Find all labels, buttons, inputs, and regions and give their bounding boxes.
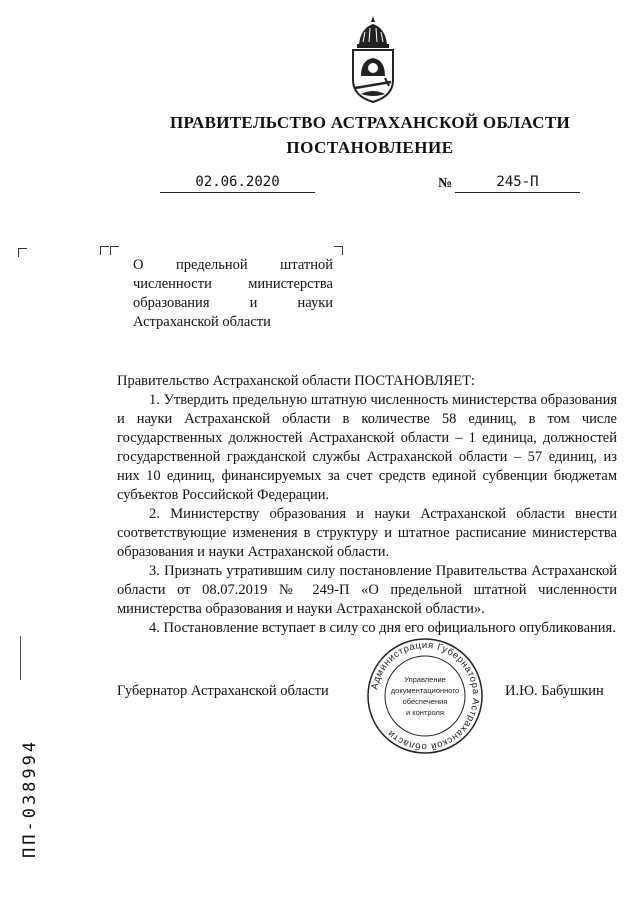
stamp-line-1: Управление [404, 675, 446, 684]
stamp-ring-text: Администрация Губернатора Астраханской области [369, 639, 482, 753]
subject-bracket-right [334, 246, 343, 255]
body-paragraph-2: 2. Министерству образования и науки Астраханской области внести соответствующие изменения в структуру и штатное расписание министерства образования и науки Астраханской области. [117, 506, 617, 560]
body-paragraph-4: 4. Постановление вступает в силу со дня его официального опубликования. [149, 620, 616, 636]
body-intro: Правительство Астраханской области ПОСТАНОВЛЯЕТ: [117, 373, 475, 389]
body-paragraph-3: 3. Признать утратившим силу постановление Правительства Астраханской области от 08.07.2019 № 249-П «О предельной штатной численности министерства образования и науки Астраханской области». [117, 563, 617, 617]
document-subject: О предельной штатной численности министерства образования и науки Астраханской области [133, 257, 333, 330]
subject-bracket-left-outer [100, 246, 109, 255]
coat-of-arms-emblem [345, 14, 401, 104]
document-body [117, 372, 617, 638]
body-paragraph-1: 1. Утвердить предельную штатную численность министерства образования и науки Астраханской области в количестве 58 единиц, в том числе государственных должностей Астраханской области – 1 единица, должностей государственной гражданской службы Астраханской области – 57 единиц, из них 10 единиц, финансируемых за счет средств единой субвенции бюджетам субъектов Российской Федерации. [117, 392, 617, 503]
margin-line [20, 636, 21, 680]
official-stamp [365, 636, 485, 756]
signatory-name: И.Ю. Бабушкин [505, 683, 604, 699]
margin-corner-mark [18, 248, 27, 257]
number-sign: № [438, 176, 453, 191]
government-title: ПРАВИТЕЛЬСТВО АСТРАХАНСКОЙ ОБЛАСТИ [170, 113, 570, 132]
signatory-role: Губернатор Астраханской области [117, 683, 329, 699]
stamp-line-2: документационного [390, 686, 460, 695]
document-number: 245-П [455, 174, 580, 193]
subject-bracket-left-inner [110, 246, 119, 255]
stamp-line-3: обеспечения [402, 697, 448, 706]
serial-number: ПП-038994 [20, 738, 40, 858]
document-type: ПОСТАНОВЛЕНИЕ [286, 138, 454, 157]
stamp-line-4: и контроля [405, 708, 445, 717]
document-date: 02.06.2020 [160, 174, 315, 193]
